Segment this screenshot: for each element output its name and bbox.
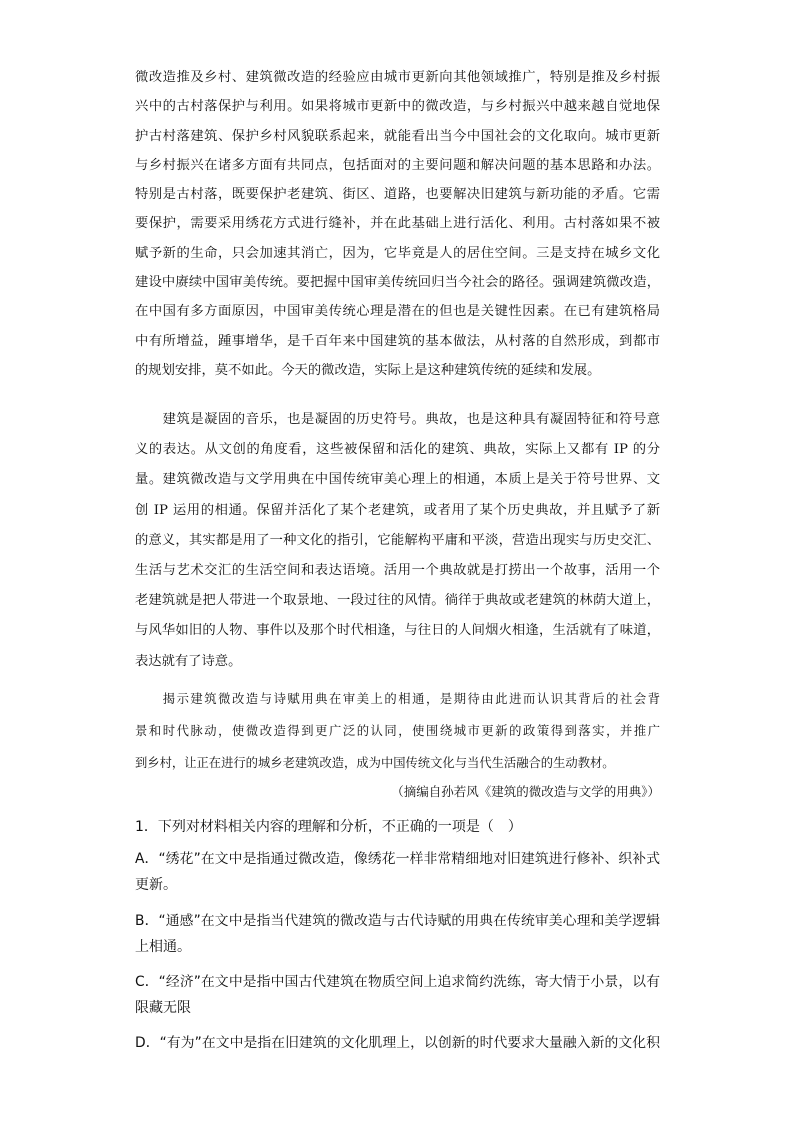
option-text-line: 限藏无限 <box>135 1000 191 1016</box>
option-a <box>135 846 660 898</box>
paragraph-3 <box>135 683 660 779</box>
option-text-line: 上相通。 <box>135 939 191 955</box>
text-line: 到乡村，让正在进行的城乡老建筑改造，成为中国传统文化与当代生活融合的生动教材。 <box>135 756 615 770</box>
text-line: 在中国有多方面原因，中国审美传统心理是潜在的但也是关键性因素。在已有建筑格局 <box>135 304 660 320</box>
text-line: 要保护，需要采用绣花方式进行缝补，并在此基础上进行活化、利用。古村落如果不被 <box>135 216 660 232</box>
text-line: 生活与艺术交汇的生活空间和表达语境。活用一个典故就是打捞出一个故事，活用一个 <box>135 562 660 578</box>
question-stem: 1．下列对材料相关内容的理解和分析，不正确的一项是（ ） <box>135 819 522 835</box>
option-b <box>135 908 660 960</box>
text-line: 老建筑就是把人带进一个取景地、一段过往的风情。徜徉于典故或老建筑的林荫大道上， <box>135 593 660 609</box>
text-line: 赋予新的生命，只会加速其消亡，因为，它毕竟是人的居住空间。三是支持在城乡文化 <box>135 245 660 261</box>
question-1 <box>135 814 660 840</box>
text-line: 揭示建筑微改造与诗赋用典在审美上的相通，是期待由此进而认识其背后的社会背 <box>135 692 660 706</box>
text-line: 建筑是凝固的音乐，也是凝固的历史符号。典故，也是这种具有凝固特征和符号意 <box>135 412 660 427</box>
paragraph-2 <box>135 405 660 677</box>
text-line: 表达就有了诗意。 <box>135 653 242 669</box>
text-line: 与乡村振兴在诸多方面有共同点，包括面对的主要问题和解决问题的基本思路和办法。 <box>135 157 660 173</box>
text-line: 景和时代脉动，使微改造得到更广泛的认同，使围绕城市更新的政策得到落实，并推广 <box>135 724 660 738</box>
text-line: 特别是古村落，既要保护老建筑、街区、道路，也要解决旧建筑与新功能的矛盾。它需 <box>135 187 660 203</box>
text-line: 护古村落建筑、保护乡村风貌联系起来，就能看出当今中国社会的文化取向。城市更新 <box>135 128 660 144</box>
option-text-line: 更新。 <box>135 877 177 893</box>
text-line: 兴中的古村落保护与利用。如果将城市更新中的微改造，与乡村振兴中越来越自觉地保 <box>135 99 660 115</box>
text-line: 建设中赓续中国审美传统。要把握中国审美传统回归当今社会的路径。强调建筑微改造， <box>135 275 660 291</box>
option-text-line: A．“绣花”在文中是指通过微改造，像绣花一样非常精细地对旧建筑进行修补、织补式 <box>135 851 660 867</box>
paragraph-1 <box>135 63 660 385</box>
option-text-line: B．“通感”在文中是指当代建筑的微改造与古代诗赋的用典在传统审美心理和美学逻辑 <box>135 913 660 929</box>
text-line: 义的表达。从文创的角度看，这些被保留和活化的建筑、典故，实际上又都有 IP 的分 <box>135 442 660 458</box>
text-line: 微改造推及乡村、建筑微改造的经验应由城市更新向其他领域推广，特别是推及乡村振 <box>135 70 660 85</box>
text-line: 量。建筑微改造与文学用典在中国传统审美心理上的相通，本质上是关于符号世界、文 <box>135 472 660 488</box>
text-line: 与风华如旧的人物、事件以及那个时代相逢，与往日的人间烟火相逢，生活就有了味道， <box>135 623 660 639</box>
option-text-line: D．“有为”在文中是指在旧建筑的文化肌理上，以创新的时代要求大量融入新的文化积 <box>135 1035 660 1051</box>
source-citation: （摘编自孙若风《建筑的微改造与文学的用典》） <box>391 784 660 799</box>
text-line: 的意义，其实都是用了一种文化的指引，它能解构平庸和平淡，营造出现实与历史交汇、 <box>135 532 660 548</box>
option-d <box>135 1030 660 1056</box>
text-line: 的规划安排，莫不如此。今天的微改造，实际上是这种建筑传统的延续和发展。 <box>135 362 601 378</box>
text-line: 创 IP 运用的相通。保留并活化了某个老建筑，或者用了某个历史典故，并且赋予了新 <box>135 502 660 518</box>
text-line: 中有所增益，踵事增华，是千百年来中国建筑的基本做法，从村落的自然形成，到都市 <box>135 333 660 349</box>
option-text-line: C．“经济”在文中是指中国古代建筑在物质空间上追求简约洗练，寄大情于小景，以有 <box>135 974 660 990</box>
option-c <box>135 969 660 1021</box>
